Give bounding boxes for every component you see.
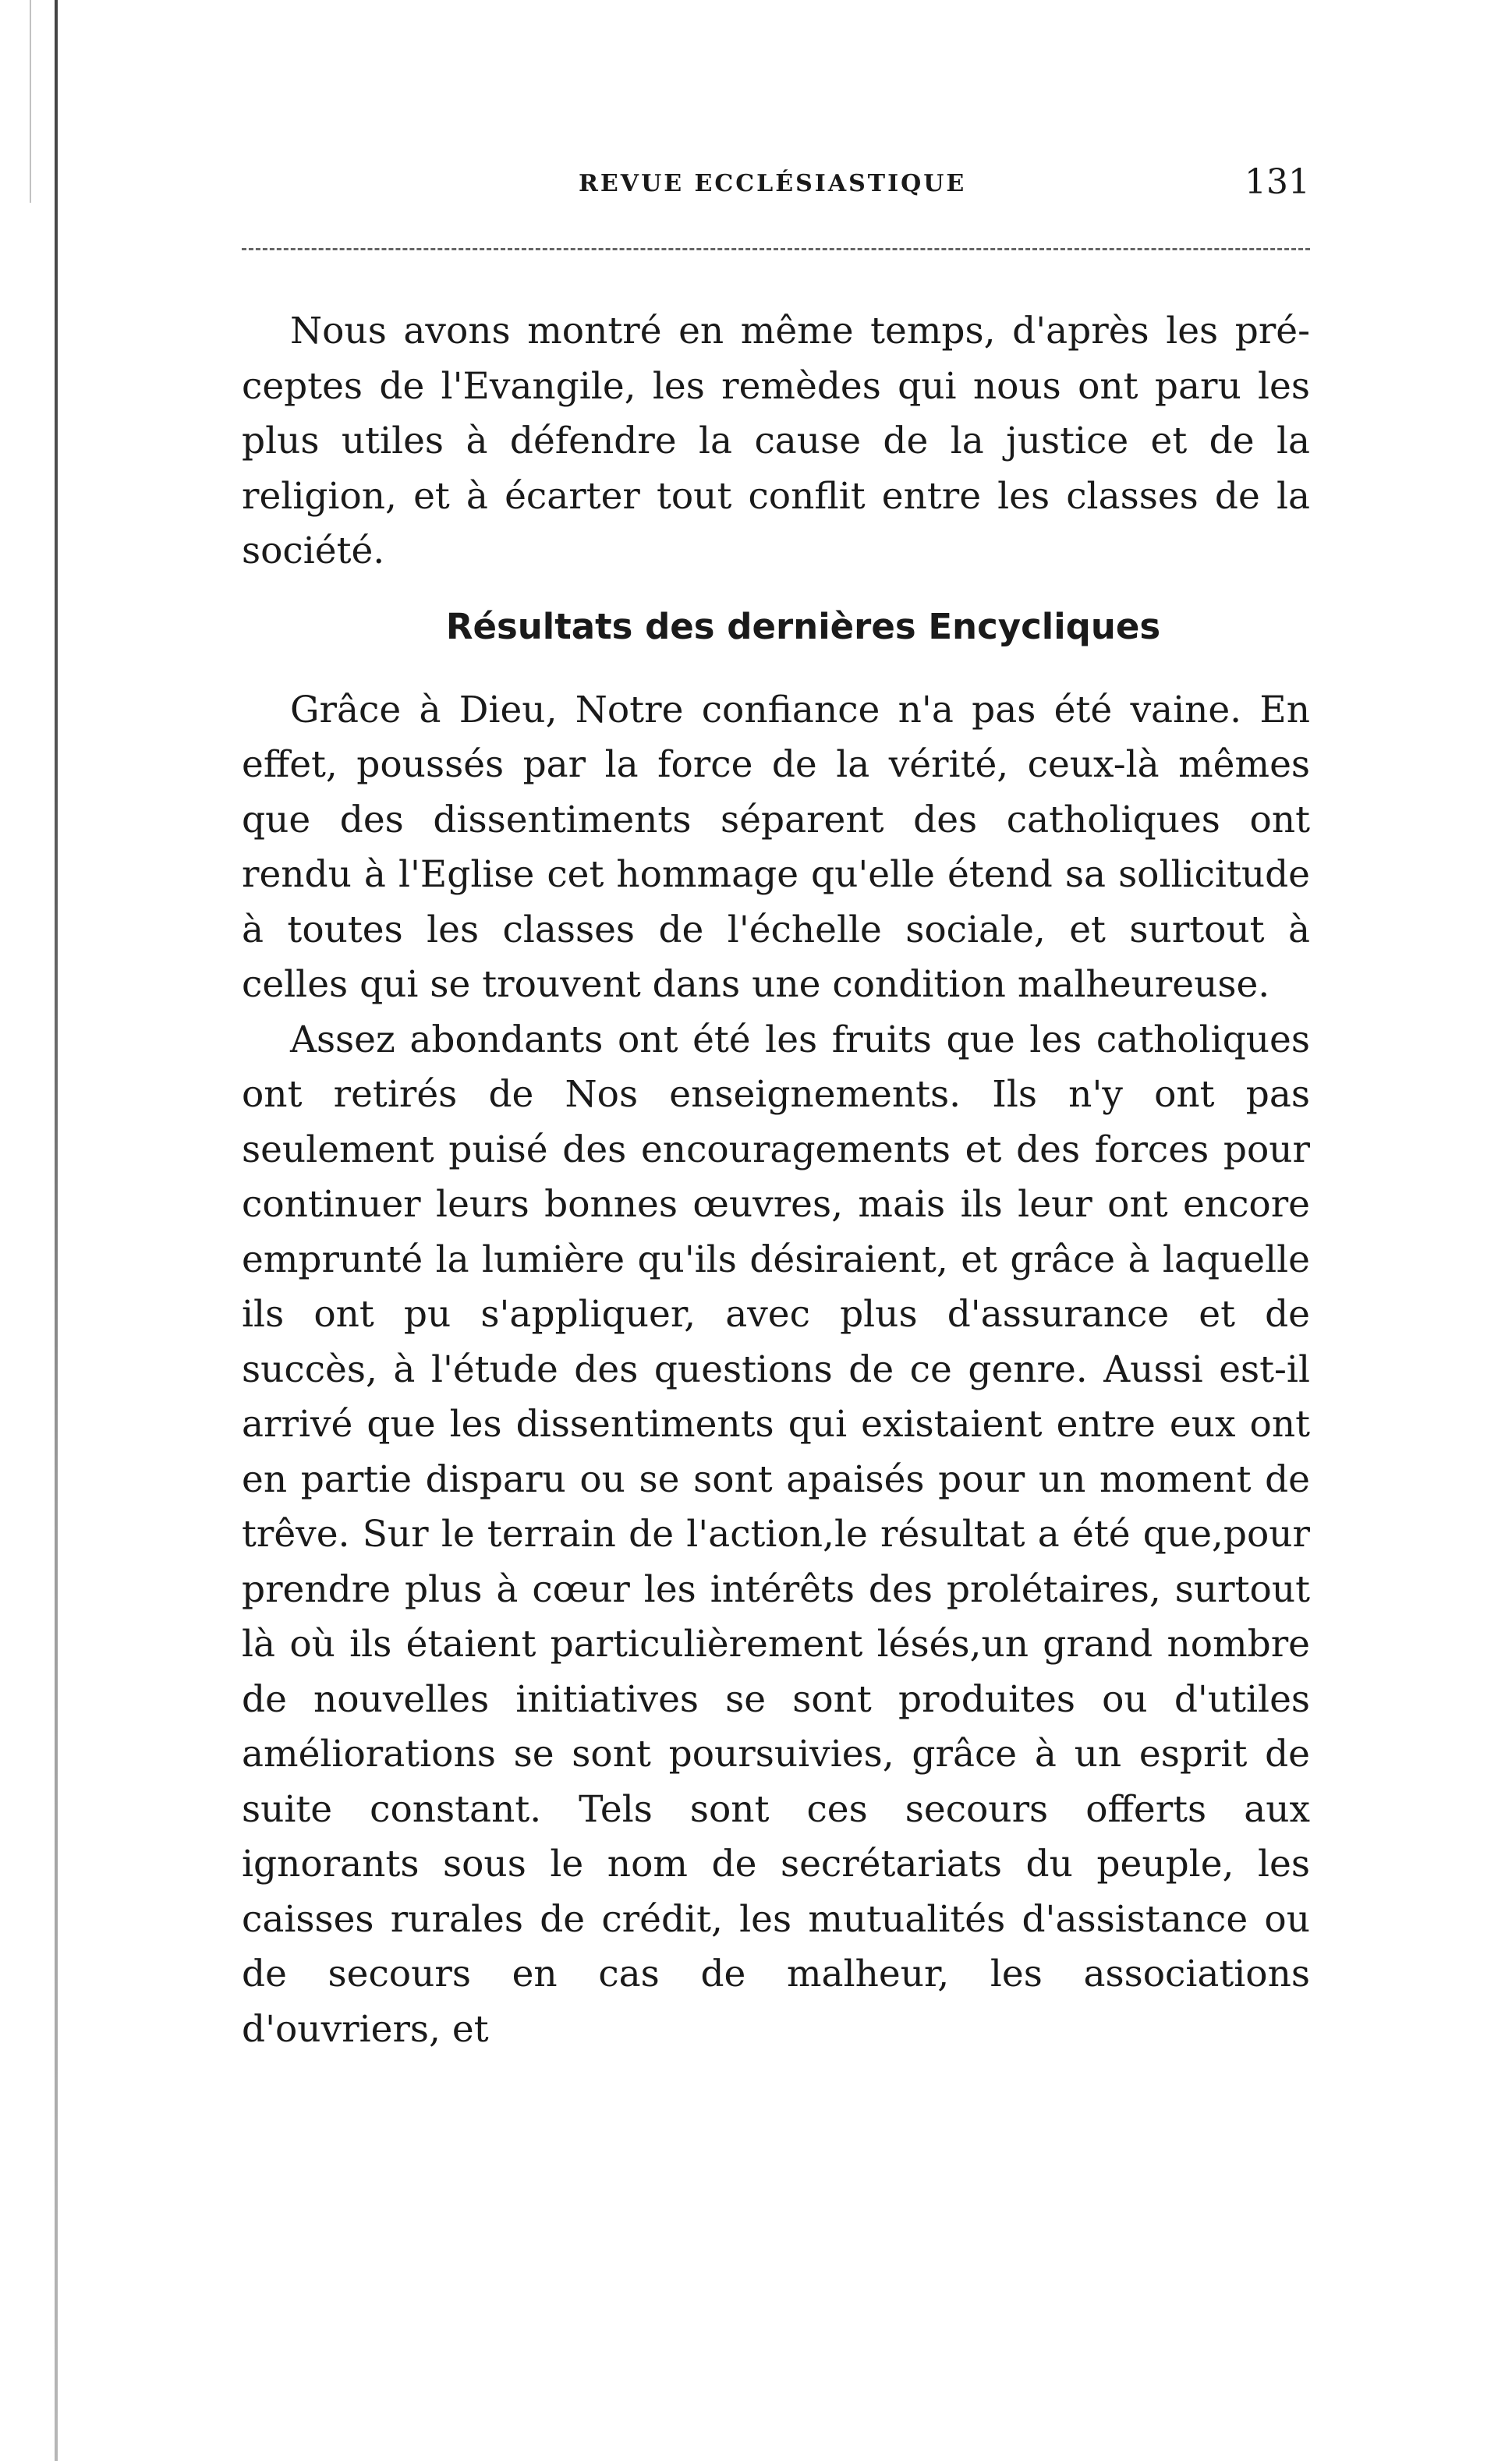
book-page (242, 156, 1310, 2051)
body-text (242, 304, 1310, 2057)
scan-margin-edge (55, 0, 58, 2461)
header-rule (242, 248, 1310, 250)
page-number: 131 (1245, 162, 1310, 202)
paragraph: Nous avons montré en même temps, d'après les pré-ceptes de l'Evangile, les remèdes qui nous ont paru les plus utiles à défendre la cause de la justice et de la religion, et à écarter tout conflit entre les classes de la société. (242, 310, 1310, 572)
running-header (242, 156, 1310, 211)
running-title: REVUE ECCLÉSIASTIQUE (579, 170, 967, 197)
paragraph: Grâce à Dieu, Notre confiance n'a pas été vaine. En effet, poussés par la force de la vérité, ceux-là mêmes que des dissentiments séparent des catholiques ont rendu à l'Eglise cet hommage qu'elle étend sa sollicitude à toutes les classes de l'échelle sociale, et surtout à celles qui se trouvent dans une condition malheureuse. (242, 688, 1310, 1006)
scan-margin-mark (30, 0, 31, 203)
section-heading: Résultats des dernières Encycliques (445, 605, 1161, 647)
paragraph: Assez abondants ont été les fruits que les catholiques ont retirés de Nos enseignements. Ils n'y ont pas seulement puisé des encouragements et des forces pour continuer leurs bonnes œuvres, mais ils leur ont encore emprunté la lumière qu'ils désiraient, et grâce à laquelle ils ont pu s'appliquer, avec plus d'assurance et de succès, à l'étude des questions de ce genre. Aussi est-il arrivé que les dissentiments qui existaient entre eux ont en partie disparu ou se sont apaisés pour un moment de trêve. Sur le terrain de l'action,le résultat a été que,pour prendre plus à cœur les intérêts des prolétaires, surtout là où ils étaient particulièrement lésés,un grand nombre de nouvelles initiatives se sont produites ou d'utiles améliorations se sont poursuivies, grâce à un esprit de suite constant. Tels sont ces secours offerts aux ignorants sous le nom de secrétariats du peuple, les caisses rurales de crédit, les mutualités d'assistance ou de secours en cas de malheur, les associations d'ouvriers, et (242, 1018, 1310, 2051)
